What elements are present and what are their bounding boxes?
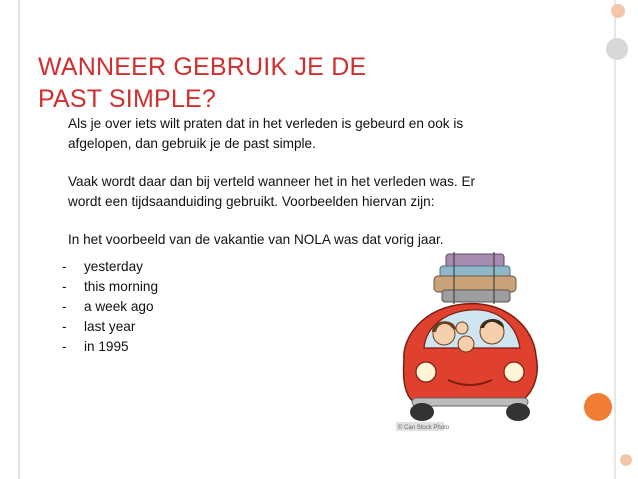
decorative-circle-orange [584, 393, 612, 421]
paragraph-line: In het voorbeeld van de vakantie van NOLA was dat vorig jaar. [68, 232, 444, 247]
list-item-text: a week ago [84, 299, 154, 314]
list-bullet: - [62, 299, 67, 314]
paragraph-line: wordt een tijdsaanduiding gebruikt. Voorbeelden hiervan zijn: [68, 194, 435, 209]
paragraph-line: afgelopen, dan gebruik je de past simple. [68, 136, 316, 151]
paragraph-line: Als je over iets wilt praten dat in het verleden is gebeurd en ook is [68, 116, 464, 131]
title-line-1: WANNEER GEBRUIK JE DE [38, 52, 367, 81]
list-item [62, 277, 158, 297]
paragraph-definition [68, 114, 568, 154]
car-icon [404, 304, 538, 421]
list-item-text: yesterday [84, 259, 143, 274]
decorative-circle-mini [620, 454, 632, 466]
list-item [62, 337, 158, 357]
list-bullet: - [62, 259, 67, 274]
left-border-line [18, 0, 20, 479]
family-car-illustration [394, 248, 544, 434]
decorative-circle-medium [606, 38, 628, 60]
slide-title [38, 51, 458, 115]
decorative-circle-small [611, 4, 625, 18]
list-item-text: last year [84, 319, 136, 334]
time-expression-list [62, 257, 158, 357]
right-border-line [614, 0, 616, 479]
list-item [62, 317, 158, 337]
list-item [62, 257, 158, 277]
list-bullet: - [62, 339, 67, 354]
list-item-text: in 1995 [84, 339, 129, 354]
list-item [62, 297, 158, 317]
paragraph-time-indicators [68, 172, 568, 212]
luggage-icon [434, 252, 516, 304]
paragraph-line: Vaak wordt daar dan bij verteld wanneer het in het verleden was. Er [68, 174, 476, 189]
list-item-text: this morning [84, 279, 159, 294]
paragraph-example [68, 230, 568, 250]
watermark-text: © Can Stock Photo [398, 425, 450, 431]
list-bullet: - [62, 279, 67, 294]
title-line-2: PAST SIMPLE? [38, 84, 216, 113]
list-bullet: - [62, 319, 67, 334]
